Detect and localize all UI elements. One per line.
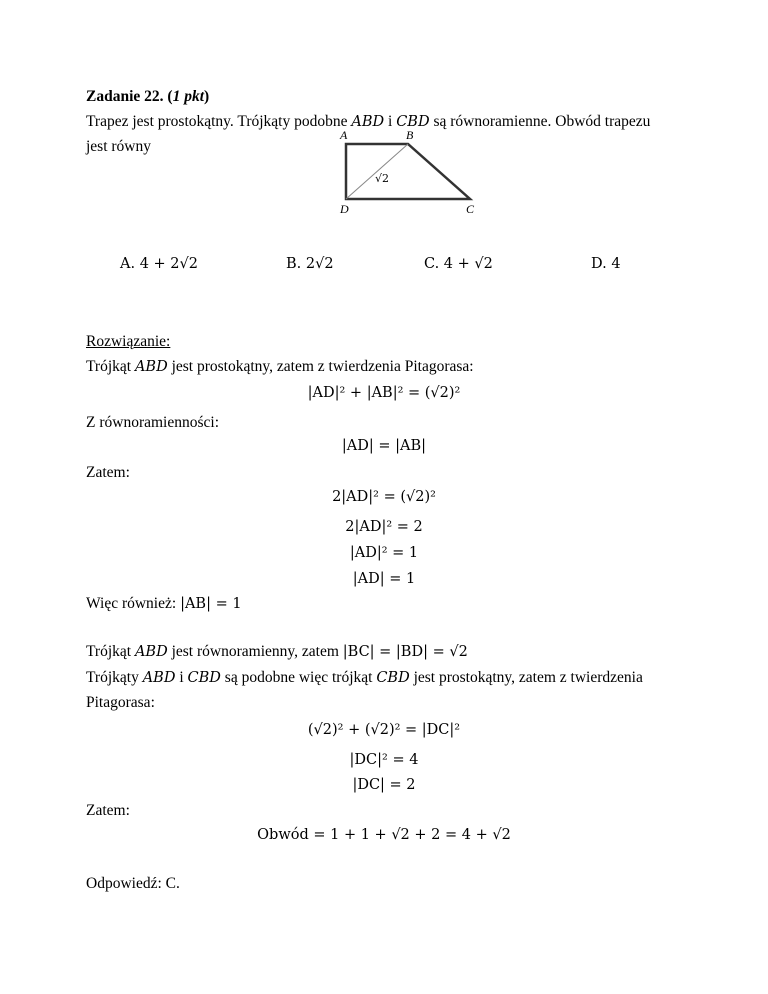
final-answer: Odpowiedź: C. — [86, 875, 180, 892]
equation-4: 2|AD|² = 2 — [345, 519, 423, 535]
vertex-b-label: B — [406, 128, 414, 142]
answer-option-b: B. 2√2 — [286, 256, 334, 272]
equation-6: |AD| = 1 — [352, 571, 416, 587]
trapezoid-outline — [346, 144, 470, 199]
task-number: Zadanie 22. — [86, 88, 164, 105]
equation-5: |AD|² = 1 — [349, 545, 419, 561]
solution-line-5: Trójkąt ABD jest równoramienny, zatem |BC| = |BD| = √2 — [86, 643, 468, 660]
triangle-abd: ABD — [351, 114, 385, 130]
equation-8: |DC|² = 4 — [349, 752, 419, 768]
vertex-c-label: C — [466, 202, 475, 216]
solution-heading: Rozwiązanie: — [86, 333, 171, 350]
diagonal-length-label: √2 — [375, 172, 390, 185]
equation-perimeter: Obwód = 1 + 1 + √2 + 2 = 4 + √2 — [257, 827, 511, 843]
equation-pythagoras-abd: |AD|² + |AB|² = (√2)² — [307, 385, 461, 401]
equation-isosceles: |AD| = |AB| — [341, 438, 427, 454]
vertex-a-label: A — [340, 128, 348, 142]
solution-line-7: Pitagorasa: — [86, 694, 155, 711]
solution-line-2: Z równoramienności: — [86, 414, 220, 431]
solution-line-4: Więc również: |AB| = 1 — [86, 595, 242, 612]
solution-line-3: Zatem: — [86, 464, 130, 481]
task-heading: Zadanie 22. (1 pkt) — [86, 88, 210, 105]
task-statement-line-1: Trapez jest prostokątny. Trójkąty podobne ABD i CBD są równoramienne. Obwód trapezu — [86, 113, 651, 130]
answer-option-c: C. 4 + √2 — [424, 256, 493, 272]
solution-line-6: Trójkąty ABD i CBD są podobne więc trójkąt CBD jest prostokątny, zatem z twierdzenia — [86, 669, 643, 686]
task-points: 1 pkt — [172, 88, 204, 105]
equation-pythagoras-cbd: (√2)² + (√2)² = |DC|² — [307, 722, 461, 738]
vertex-d-label: D — [340, 202, 349, 216]
equation-9: |DC| = 2 — [352, 777, 416, 793]
answer-option-d: D. 4 — [591, 256, 621, 272]
equation-3: 2|AD|² = (√2)² — [332, 489, 436, 505]
triangle-cbd: CBD — [396, 114, 430, 130]
answer-option-a: A. 4 + 2√2 — [120, 256, 198, 272]
solution-line-8: Zatem: — [86, 802, 130, 819]
task-statement-line-2: jest równy — [86, 138, 152, 155]
solution-line-1: Trójkąt ABD jest prostokątny, zatem z twierdzenia Pitagorasa: — [86, 358, 474, 375]
trapezoid-figure — [328, 124, 488, 216]
